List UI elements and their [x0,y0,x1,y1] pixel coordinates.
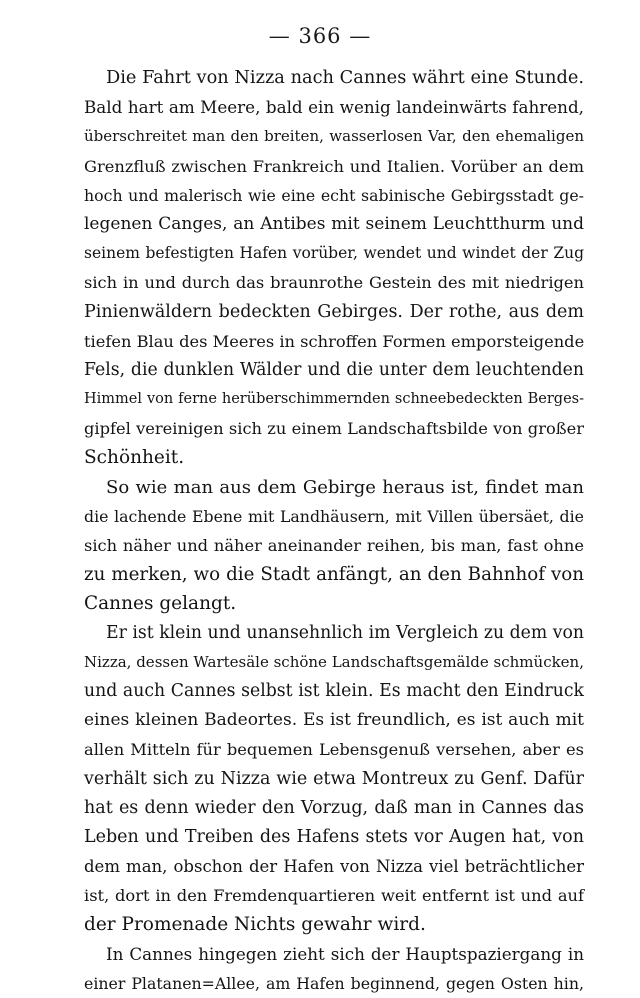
text-line: dem man, obschon der Hafen von Nizza viel beträchtlicher [84,857,584,877]
text-line: einer Platanen=Allee, am Hafen beginnend, gegen Osten hin, [84,973,584,993]
text-line: sich näher und näher aneinander reihen, bis man, fast ohne [84,536,584,555]
text-line: Himmel von ferne herüberschimmernden schneebedeckten Berges- [84,391,584,408]
text-line: tiefen Blau des Meeres in schroffen Formen emporsteigende [84,331,585,351]
text-line: verhält sich zu Nizza wie etwa Montreux zu Genf. Dafür [84,768,584,789]
text-line: legenen Canges, an Antibes mit seinem Leuchtthurm und [84,213,584,234]
text-line: Fels, die dunklen Wälder und die unter dem leuchtenden [84,359,584,380]
text-line: In Cannes hingegen zieht sich der Hauptspaziergang in [106,943,584,964]
text-line: und auch Cannes selbst ist klein. Es macht den Eindruck [84,680,584,701]
text-line: sich in und durch das braunrothe Gestein des mit niedrigen [84,273,584,293]
text-line: hat es denn wieder den Vorzug, daß man in Cannes das [84,797,584,818]
text-line: zu merken, wo die Stadt anfängt, an den Bahnhof von [84,564,584,586]
text-line: hoch und malerisch wie eine echt sabinische Gebirgsstadt ge- [84,185,584,205]
text-line: gipfel vereinigen sich zu einem Landschaftsbilde von großer [84,419,584,439]
text-line: überschreitet man den breiten, wasserlosen Var, den ehemaligen [84,127,584,146]
text-line: So wie man aus dem Gebirge heraus ist, findet man [106,476,584,498]
text-line: seinem befestigten Hafen vorüber, wendet und windet der Zug [84,244,584,263]
text-line: Cannes gelangt. [84,593,237,615]
text-line: Die Fahrt von Nizza nach Cannes währt eine Stunde. [106,68,584,88]
text-line: ist, dort in den Fremdenquartieren weit entfernt ist und auf [84,886,584,906]
text-line: Grenzfluß zwischen Frankreich und Italien. Vorüber an dem [84,156,584,176]
text-line: Er ist klein und unansehnlich im Vergleich zu dem von [106,622,584,643]
text-line: allen Mitteln für bequemen Lebensgenuß versehen, aber es [84,740,584,760]
page-number: — 366 — [268,24,372,48]
text-line: Pinienwäldern bedeckten Gebirges. Der rothe, aus dem [84,301,584,322]
text-line: die lachende Ebene mit Landhäusern, mit Villen übersäet, die [84,506,584,526]
text-line: Bald hart am Meere, bald ein wenig landeinwärts fahrend, [84,97,584,118]
text-line: Nizza, dessen Wartesäle schöne Landschaftsgemälde schmücken, [84,652,584,671]
text-line: der Promenade Nichts gewahr wird. [84,914,426,936]
body-text [84,64,584,998]
text-line: Leben und Treiben des Hafens stets vor Augen hat, von [84,826,584,847]
text-line: Schönheit. [84,447,185,469]
text-line: eines kleinen Badeortes. Es ist freundlich, es ist auch mit [84,710,584,731]
